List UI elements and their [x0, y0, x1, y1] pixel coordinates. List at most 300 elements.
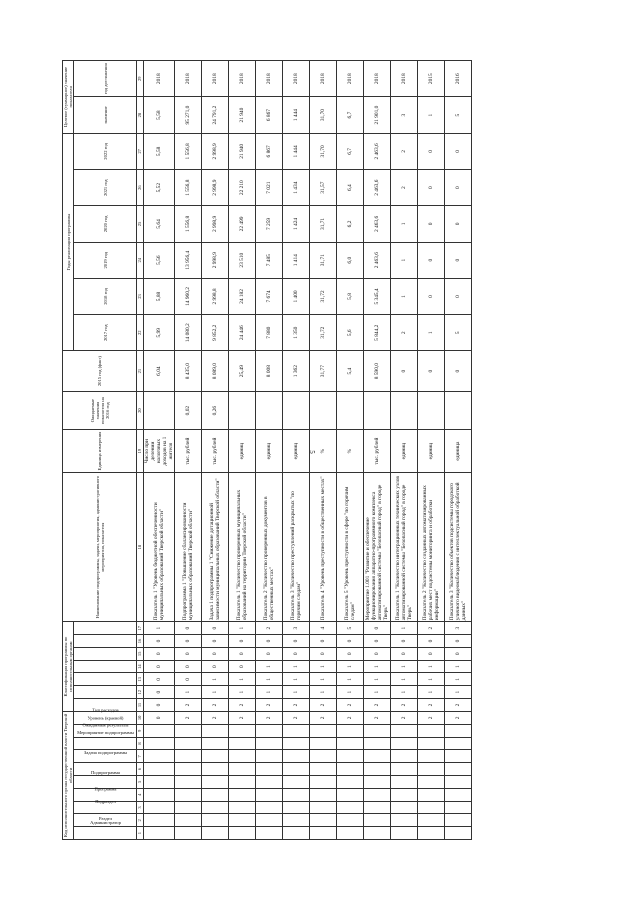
- code-cell: 5: [337, 622, 364, 635]
- code-cell: [229, 776, 256, 789]
- code-cell: [310, 801, 337, 814]
- code-cell: 0: [418, 635, 445, 648]
- year-value-cell: 5,8: [337, 278, 364, 314]
- index-cell: 16: [137, 635, 144, 648]
- index-cell: 9: [137, 724, 144, 737]
- code-cell: 1: [445, 673, 472, 686]
- code-cell: 0: [229, 660, 256, 673]
- code-cell: [364, 737, 391, 750]
- code-cell: 1: [283, 660, 310, 673]
- code-cell: [445, 814, 472, 827]
- target-value-cell: 6,7: [337, 97, 364, 133]
- target-value-cell: 1 444: [283, 97, 310, 133]
- year-value-cell: 1 556,8: [175, 206, 202, 242]
- year-header: 2022 год: [74, 133, 137, 169]
- year-value-cell: 31,70: [310, 133, 337, 169]
- code-cell: [229, 750, 256, 763]
- code-cell: 0: [202, 622, 229, 635]
- year-value-cell: 0: [418, 278, 445, 314]
- code-cell: [364, 827, 391, 840]
- unit-cell: тыс. рублей: [175, 430, 202, 473]
- prev-cell: 6,04: [144, 351, 175, 392]
- index-cell: 4: [137, 788, 144, 801]
- code-cell: 1: [391, 686, 418, 699]
- code-cell: 1: [256, 673, 283, 686]
- table-row: [310, 61, 337, 840]
- code-col-header: Администратор: [74, 827, 137, 840]
- code-cell: 2: [391, 699, 418, 712]
- code-cell: 1: [144, 622, 175, 635]
- year-value-cell: 7 021: [256, 170, 283, 206]
- target-year-cell: 2018: [202, 61, 229, 97]
- code-cell: 1: [202, 673, 229, 686]
- code-cell: 0: [175, 673, 202, 686]
- year-value-cell: 2: [391, 133, 418, 169]
- index-cell: 3: [137, 801, 144, 814]
- year-value-cell: 31,71: [310, 206, 337, 242]
- code-cell: [445, 788, 472, 801]
- code-cell: [310, 750, 337, 763]
- index-cell: 6: [137, 763, 144, 776]
- code-cell: [229, 737, 256, 750]
- unit-cell: %: [310, 430, 337, 473]
- code-cell: 2: [256, 622, 283, 635]
- indicator-name-cell: Показатель 2 "Количество проверенных документов в общественных местах": [256, 472, 283, 621]
- index-cell: 7: [137, 750, 144, 763]
- code-cell: [202, 827, 229, 840]
- indicator-name-cell: Показатель 3 "Количество преступлений раскрытых "по горячим следам": [283, 472, 310, 621]
- code-cell: [283, 827, 310, 840]
- code-cell: 0: [445, 647, 472, 660]
- code-cell: 2: [418, 711, 445, 724]
- code-cell: 0: [144, 699, 175, 712]
- code-cell: 2: [229, 699, 256, 712]
- code-cell: [144, 827, 175, 840]
- index-cell: 23: [137, 278, 144, 314]
- code-cell: 1: [310, 673, 337, 686]
- year-value-cell: 6,2: [337, 206, 364, 242]
- code-cell: [144, 763, 175, 776]
- base-cell: [256, 391, 283, 429]
- code-cell: [337, 801, 364, 814]
- year-value-cell: 31,57: [310, 170, 337, 206]
- code-cell: [229, 788, 256, 801]
- year-value-cell: 0: [445, 242, 472, 278]
- index-cell: 14: [137, 660, 144, 673]
- prev-cell: 0: [418, 351, 445, 392]
- year-value-cell: 0: [418, 133, 445, 169]
- code-cell: 0: [391, 647, 418, 660]
- target-value-cell: 5,58: [144, 97, 175, 133]
- code-cell: [310, 763, 337, 776]
- target-year-cell: 2018: [256, 61, 283, 97]
- code-cell: [364, 801, 391, 814]
- class-col-header: [74, 686, 137, 699]
- year-value-cell: 1 424: [283, 206, 310, 242]
- index-cell: 20: [137, 391, 144, 429]
- page-number: 5: [307, 450, 316, 454]
- code-cell: [256, 750, 283, 763]
- table-row: [364, 61, 391, 840]
- year-value-cell: 31,71: [310, 242, 337, 278]
- code-cell: 2: [256, 699, 283, 712]
- index-cell: 21: [137, 351, 144, 392]
- year-value-cell: 14 080,2: [175, 315, 202, 351]
- code-cell: 1: [310, 660, 337, 673]
- program-indicators-table: [62, 60, 472, 840]
- year-value-cell: 9 852,2: [202, 315, 229, 351]
- target-year-cell: 2018: [175, 61, 202, 97]
- code-col-header: Уровень (краевой): [74, 724, 137, 737]
- code-cell: [310, 724, 337, 737]
- code-cell: 1: [283, 673, 310, 686]
- unit-cell: тыс. рублей: [202, 430, 229, 473]
- code-cell: 1: [256, 660, 283, 673]
- base-cell: [391, 391, 418, 429]
- code-cell: [418, 724, 445, 737]
- year-header: 2020 год: [74, 206, 137, 242]
- code-cell: [175, 750, 202, 763]
- class-col-header: [74, 660, 137, 673]
- code-cell: 2: [175, 711, 202, 724]
- base-cell: [445, 391, 472, 429]
- target-year-cell: 2018: [337, 61, 364, 97]
- code-cell: 0: [229, 635, 256, 648]
- year-value-cell: 0: [445, 170, 472, 206]
- code-cell: 2: [229, 711, 256, 724]
- target-value-cell: 3: [391, 97, 418, 133]
- code-cell: [175, 763, 202, 776]
- index-cell: 13: [137, 673, 144, 686]
- code-cell: [283, 814, 310, 827]
- code-cell: [310, 737, 337, 750]
- index-cell: 19: [137, 430, 144, 473]
- year-value-cell: 6 867: [256, 133, 283, 169]
- year-value-cell: 7 485: [256, 242, 283, 278]
- prev-cell: 8 590,0: [364, 351, 391, 392]
- code-cell: 1: [391, 673, 418, 686]
- year-value-cell: 5,99: [144, 315, 175, 351]
- year-value-cell: 31,72: [310, 278, 337, 314]
- table-row: [418, 61, 445, 840]
- year-value-cell: 1: [418, 315, 445, 351]
- indicator-name-cell: Показатель 1 "Уровень бюджетной обеспеченности муниципальных образований Тверской области": [144, 472, 175, 621]
- base-cell: [310, 391, 337, 429]
- table-row: [337, 61, 364, 840]
- code-cell: [229, 724, 256, 737]
- year-value-cell: 2 998,8: [202, 278, 229, 314]
- indicator-name-cell: Мероприятие 1.001 "Развитие и обеспечение функционирования аппаратно-программного комплекса автоматизированной системы "Безопасный город" в городе Тверь": [364, 472, 391, 621]
- code-cell: [364, 763, 391, 776]
- base-cell: [418, 391, 445, 429]
- index-cell: 5: [137, 776, 144, 789]
- target-value-cell: 95 271,0: [175, 97, 202, 133]
- index-cell: 2: [137, 814, 144, 827]
- code-cell: 0: [256, 635, 283, 648]
- code-cell: 2: [175, 699, 202, 712]
- index-cell: 10: [137, 711, 144, 724]
- code-cell: [175, 827, 202, 840]
- year-value-cell: 5: [445, 315, 472, 351]
- year-header: 2017 год: [74, 315, 137, 351]
- code-cell: [175, 776, 202, 789]
- code-cell: [175, 737, 202, 750]
- code-cell: [310, 788, 337, 801]
- name-column-header: Наименование подпрограммы, задачи, мероприятия, административного мероприятия, показателя: [63, 472, 137, 621]
- prev-cell: 25,49: [229, 351, 256, 392]
- year-value-cell: 1 556,8: [175, 170, 202, 206]
- code-cell: 1: [391, 660, 418, 673]
- code-cell: [337, 827, 364, 840]
- code-cell: 0: [175, 635, 202, 648]
- code-cell: [256, 737, 283, 750]
- code-cell: [418, 801, 445, 814]
- code-cell: [283, 750, 310, 763]
- code-cell: 0: [283, 647, 310, 660]
- code-cell: [391, 801, 418, 814]
- base-cell: 0,26: [202, 391, 229, 429]
- prev-cell: 0: [445, 351, 472, 392]
- code-cell: [418, 788, 445, 801]
- class-col-header: [74, 622, 137, 635]
- code-cell: [391, 827, 418, 840]
- code-cell: [144, 724, 175, 737]
- unit-cell: единиц: [283, 430, 310, 473]
- table-row: [391, 61, 418, 840]
- code-cell: [364, 814, 391, 827]
- code-cell: 1: [337, 660, 364, 673]
- year-value-cell: 2 463,6: [364, 133, 391, 169]
- code-cell: [144, 788, 175, 801]
- code-cell: [202, 801, 229, 814]
- code-cell: 2: [337, 711, 364, 724]
- code-cell: [256, 814, 283, 827]
- index-cell: 18: [137, 472, 144, 621]
- index-cell: 28: [137, 97, 144, 133]
- index-cell: 15: [137, 647, 144, 660]
- code-cell: 1: [391, 622, 418, 635]
- year-value-cell: 2 998,9: [202, 206, 229, 242]
- code-cell: 2: [337, 699, 364, 712]
- year-value-cell: 0: [445, 278, 472, 314]
- code-cell: [445, 801, 472, 814]
- year-value-cell: 2 998,9: [202, 133, 229, 169]
- year-value-cell: 1 434: [283, 170, 310, 206]
- code-cell: [337, 776, 364, 789]
- year-value-cell: 2 463,6: [364, 206, 391, 242]
- prev-cell: 1 362: [283, 351, 310, 392]
- prev-cell: 0: [391, 351, 418, 392]
- indicator-name-cell: Показатель 1 "Количество интеграционных технических узлов автоматизированной системы "Безопасный город" в городе Тверь": [391, 472, 418, 621]
- prev-cell: 8 435,0: [175, 351, 202, 392]
- target-year-cell: 2018: [310, 61, 337, 97]
- code-col-header: Мероприятие подпрограммы: [74, 750, 137, 763]
- year-value-cell: 2 998,9: [202, 170, 229, 206]
- code-cell: [364, 724, 391, 737]
- index-cell: 25: [137, 206, 144, 242]
- code-cell: [283, 724, 310, 737]
- code-cell: 1: [418, 686, 445, 699]
- year-value-cell: 0: [445, 133, 472, 169]
- year-header: 2018 год: [74, 278, 137, 314]
- code-cell: [391, 750, 418, 763]
- indicator-name-cell: Задача 1 подпрограммы 1 "Снижение дотационной зависимости муниципальных образований Тверской области": [202, 472, 229, 621]
- year-value-cell: 2: [391, 315, 418, 351]
- code-cell: [202, 750, 229, 763]
- year-value-cell: 6,4: [337, 170, 364, 206]
- code-cell: 0: [202, 660, 229, 673]
- index-cell: 24: [137, 242, 144, 278]
- index-row: [137, 61, 144, 840]
- code-cell: 2: [283, 699, 310, 712]
- code-cell: 4: [310, 622, 337, 635]
- code-cell: [144, 737, 175, 750]
- code-col-header: Подпрограмма: [74, 776, 137, 789]
- years-group-header: Годы реализации программы: [63, 133, 74, 351]
- code-cell: [256, 827, 283, 840]
- target-value-cell: 1: [418, 97, 445, 133]
- code-cell: 1: [229, 686, 256, 699]
- code-cell: [283, 737, 310, 750]
- code-cell: [283, 776, 310, 789]
- indicator-name-cell: Показатель 2 "Количество созданных автоматизированных рабочих мест подсистемы мониторинга и обработки информации": [418, 472, 445, 621]
- indicator-name-cell: Показатель 5 "Уровень преступности в сфере "по горячим следам": [337, 472, 364, 621]
- code-cell: 0: [445, 635, 472, 648]
- indicator-name-cell: Показатель 4 "Уровень преступности в общественных местах": [310, 472, 337, 621]
- year-value-cell: 2 998,9: [202, 242, 229, 278]
- code-cell: 1: [337, 686, 364, 699]
- year-value-cell: 5,88: [144, 278, 175, 314]
- code-cell: [256, 801, 283, 814]
- base-cell: [144, 391, 175, 429]
- year-value-cell: 0: [418, 242, 445, 278]
- year-value-cell: 0: [445, 206, 472, 242]
- index-cell: 27: [137, 133, 144, 169]
- code-cell: 1: [175, 686, 202, 699]
- unit-cell: единиц: [418, 430, 445, 473]
- code-cell: [364, 788, 391, 801]
- code-cell: [391, 776, 418, 789]
- year-value-cell: 5 844,2: [364, 315, 391, 351]
- class-col-header: [74, 635, 137, 648]
- base-cell: [229, 391, 256, 429]
- year-value-cell: 1: [391, 242, 418, 278]
- year-value-cell: 6,0: [337, 242, 364, 278]
- indicator-name-cell: Показатель 3 "Количество объектов подсистемы городского уличного видеонаблюдения с интеллектуальной обработкой данных": [445, 472, 472, 621]
- year-value-cell: 5,52: [144, 170, 175, 206]
- code-cell: [202, 724, 229, 737]
- year-value-cell: 6,7: [337, 133, 364, 169]
- code-cell: 1: [418, 660, 445, 673]
- target-value-header: значение: [74, 97, 137, 133]
- table-row: [256, 61, 283, 840]
- code-col-header: Раздел: [74, 814, 137, 827]
- code-cell: 3: [445, 622, 472, 635]
- code-cell: 0: [337, 647, 364, 660]
- table-row: [202, 61, 229, 840]
- target-year-cell: 2018: [391, 61, 418, 97]
- code-cell: 2: [364, 699, 391, 712]
- code-cell: [391, 788, 418, 801]
- code-cell: 0: [337, 635, 364, 648]
- code-cell: [202, 776, 229, 789]
- target-year-header: год достижения: [74, 61, 137, 97]
- year-value-cell: 2 463,6: [364, 170, 391, 206]
- index-cell: 1: [137, 827, 144, 840]
- code-cell: 0: [283, 635, 310, 648]
- code-cell: 2: [202, 699, 229, 712]
- year-value-cell: 5 345,4: [364, 278, 391, 314]
- code-cell: 0: [418, 647, 445, 660]
- target-year-cell: 2018: [283, 61, 310, 97]
- table-row: [229, 61, 256, 840]
- year-value-cell: 1 444: [283, 133, 310, 169]
- code-cell: 0: [391, 635, 418, 648]
- code-cell: [175, 814, 202, 827]
- code-cell: [144, 814, 175, 827]
- year-value-cell: 23 510: [229, 242, 256, 278]
- year-value-cell: 5,58: [144, 133, 175, 169]
- year-value-cell: 5,64: [144, 206, 175, 242]
- target-year-cell: 2018: [364, 61, 391, 97]
- code-col-header: Ожидаемые результаты: [74, 737, 137, 750]
- year-value-cell: 1 350: [283, 315, 310, 351]
- code-cell: [202, 737, 229, 750]
- code-cell: [310, 814, 337, 827]
- code-cell: 2: [418, 622, 445, 635]
- class-col-header: [74, 647, 137, 660]
- code-cell: 1: [445, 660, 472, 673]
- code-cell: [229, 763, 256, 776]
- target-value-cell: 5: [445, 97, 472, 133]
- year-value-cell: 0: [418, 170, 445, 206]
- year-value-cell: 1 414: [283, 242, 310, 278]
- code-cell: 0: [310, 635, 337, 648]
- code-cell: 0: [144, 660, 175, 673]
- index-cell: 17: [137, 622, 144, 635]
- table-row: [144, 61, 175, 840]
- code-cell: 0: [364, 647, 391, 660]
- code-cell: 1: [445, 686, 472, 699]
- target-group-header: Целевое (суммарное) значение показателя: [63, 61, 74, 134]
- code-cell: 0: [175, 660, 202, 673]
- index-cell: 26: [137, 170, 144, 206]
- code-cell: 0: [144, 647, 175, 660]
- code-cell: 2: [418, 699, 445, 712]
- year-value-cell: 1: [391, 206, 418, 242]
- code-cell: 2: [310, 711, 337, 724]
- code-cell: [445, 763, 472, 776]
- year-value-cell: 14 960,2: [175, 278, 202, 314]
- target-value-cell: 6 867: [256, 97, 283, 133]
- year-value-cell: 24 446: [229, 315, 256, 351]
- unit-cell: %: [337, 430, 364, 473]
- index-cell: 29: [137, 61, 144, 97]
- code-cell: [445, 750, 472, 763]
- prev-cell: 8 089,0: [202, 351, 229, 392]
- program-code-group-header: Код исполнительного органа государственной власти Тверской области: [63, 711, 74, 839]
- code-cell: 1: [364, 686, 391, 699]
- code-cell: [337, 724, 364, 737]
- code-cell: [364, 776, 391, 789]
- code-cell: [144, 776, 175, 789]
- code-cell: 1: [229, 622, 256, 635]
- program-class-group-header: Классификация программы по исполнительным органам: [63, 622, 74, 712]
- code-cell: 1: [256, 686, 283, 699]
- code-cell: 0: [256, 647, 283, 660]
- code-cell: [283, 788, 310, 801]
- code-cell: 1: [364, 660, 391, 673]
